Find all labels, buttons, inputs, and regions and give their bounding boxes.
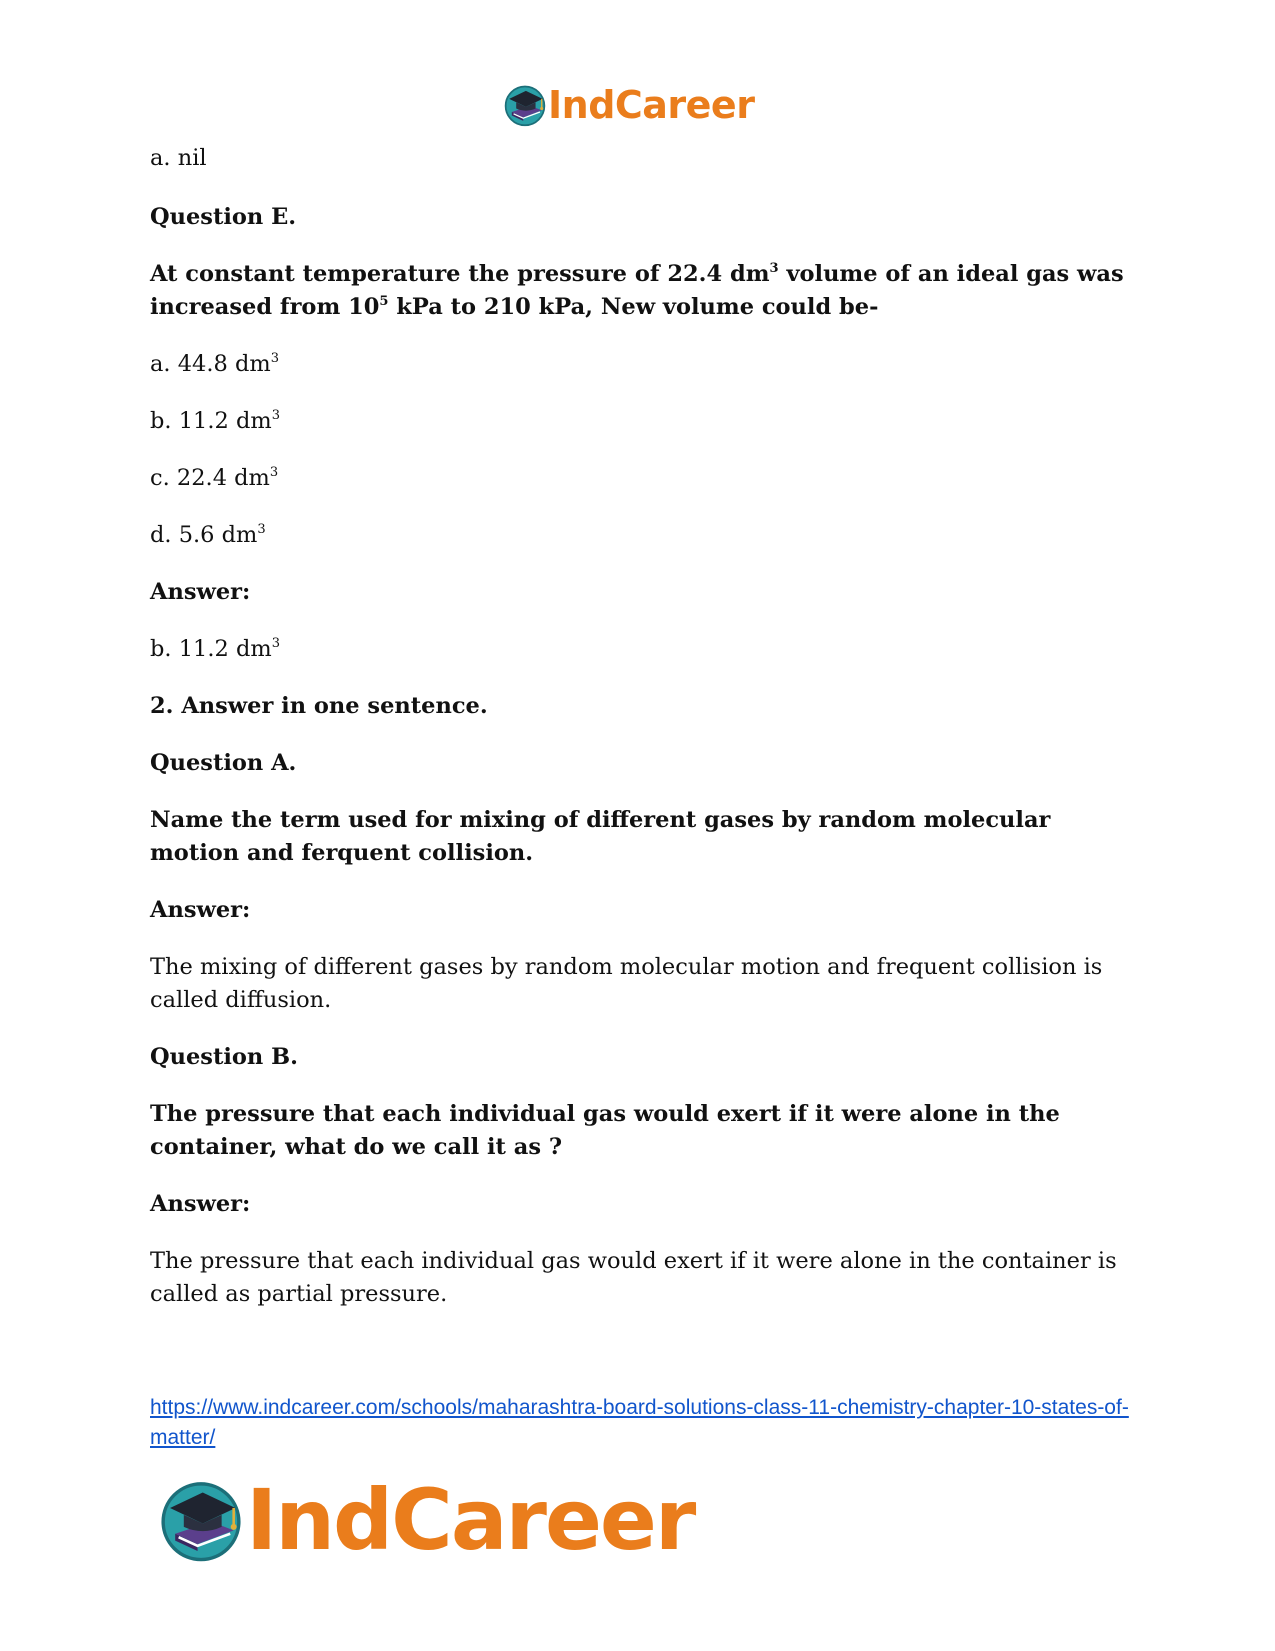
question-b-answer: The pressure that each individual gas would exert if it were alone in the container is called as partial pressure. (150, 1248, 1117, 1307)
answer-label: Answer: (150, 579, 251, 605)
question-b-heading: Question B. (150, 1044, 298, 1070)
previous-answer: a. nil (150, 145, 207, 171)
source-url-link[interactable]: https://www.indcareer.com/schools/maharashtra-board-solutions-class-11-chemistry-chapter-10-states-of-matter/ (150, 1396, 1129, 1449)
section-2-heading: 2. Answer in one sentence. (150, 693, 488, 719)
question-e-text: At constant temperature the pressure of 22.4 $dm^3$ volume of an ideal gas was increased from $10^5$ kPa to 210 kPa, New volume could be- (150, 260, 1124, 320)
question-a-heading: Question A. (150, 750, 297, 776)
option-b: b. 11.2 $dm^3$ (150, 407, 281, 434)
graduation-cap-book-globe-icon (158, 1477, 244, 1563)
header-logo-text: IndCareer (548, 83, 755, 127)
question-e-heading: Question E. (150, 204, 297, 230)
question-b-text: The pressure that each individual gas would exert if it were alone in the container, what do we call it as ? (150, 1101, 1060, 1160)
option-a: a. 44.8 $dm^3$ (150, 350, 280, 377)
question-e-answer: b. 11.2 $dm^3$ (150, 635, 281, 662)
answer-label: Answer: (150, 1191, 251, 1217)
footer-logo (158, 1465, 694, 1575)
header-logo (503, 80, 754, 130)
option-d: d. 5.6 $dm^3$ (150, 521, 266, 548)
answer-label: Answer: (150, 897, 251, 923)
question-a-answer: The mixing of different gases by random molecular motion and frequent collision is called diffusion. (150, 954, 1103, 1013)
graduation-cap-book-globe-icon (503, 83, 547, 127)
option-c: c. 22.4 $dm^3$ (150, 464, 279, 491)
question-a-text: Name the term used for mixing of different gases by random molecular motion and ferquent collision. (150, 807, 1051, 866)
footer-logo-text: IndCareer (246, 1471, 695, 1569)
